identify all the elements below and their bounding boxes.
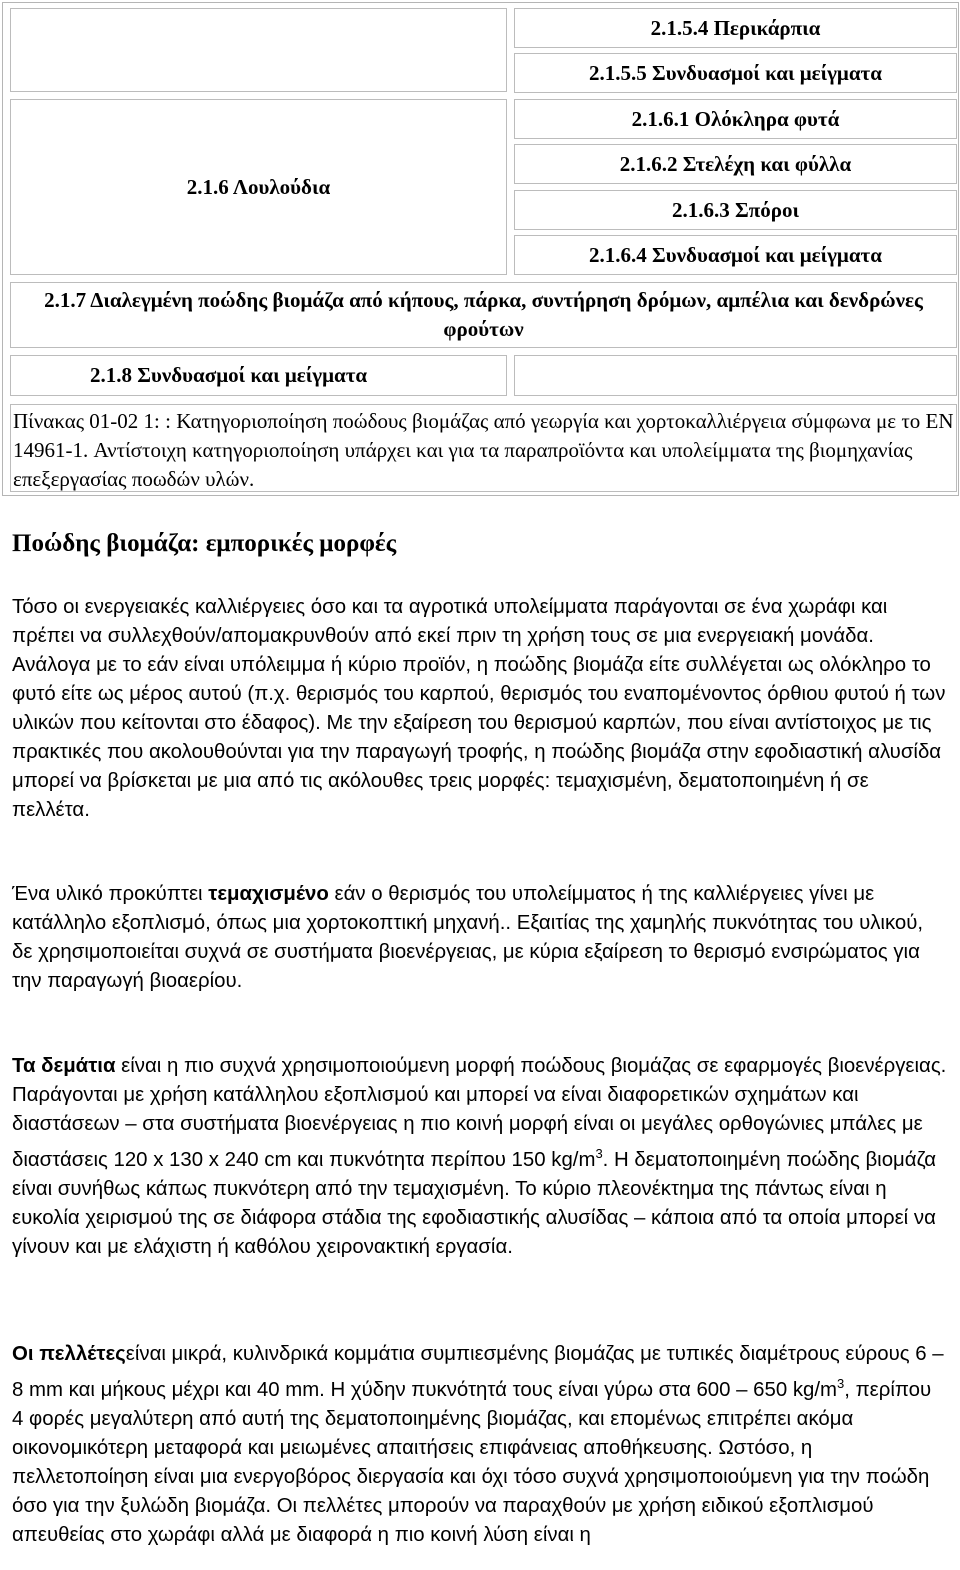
bold-term: τεμαχισμένο [208,883,329,905]
table-group-label [10,99,507,275]
cell-text: 2.1.6 Λουλούδια [186,174,331,199]
table-empty-cell [514,355,957,396]
paragraph-pellets [12,1340,947,1550]
section-heading: Ποώδης βιομάζα: εμπορικές μορφές [12,530,397,557]
text-run: , περίπου 4 φορές μεγαλύτερη από αυτή της δεματοποιημένης βιομάζας, και επομένως επιτρέπει ακόμα οικονομικότερη μεταφορά και μειωμένες απαιτήσεις επιφάνειας αποθήκευσης. Ωστόσο, η πελλετοποίηση είναι μια ενεργοβόρος διεργασία και όχι τόσο συχνά χρησιμοποιούμενη για την ποώδη όσο για την ξυλώδη βιομάζα. Οι πελλέτες μπορούν να παραχθούν με χρήση ειδικού εξοπλισμού απευθείας στο χωράφι αλλά με διαφορά η πιο κοινή λύση είναι η [12,1378,932,1546]
table-row-2154 [514,8,957,48]
cell-text: 2.1.5.5 Συνδυασμοί και μείγματα [589,60,882,85]
bold-term: Οι πελλέτες [12,1343,126,1365]
text-run: είναι η πιο συχνά χρησιμοποιούμενη μορφή ποώδους βιομάζας σε εφαρμογές βιοενέργειας. Παράγονται με χρήση κατάλληλου εξοπλισμού και μπορεί να είναι διαφορετικών σχημάτων και διαστάσεων – στα συστήματα βιοενέργειας η πιο κοινή μορφή είναι οι μεγάλες ορθογώνιες μπάλες με διαστάσεις 120 x 130 x 240 cm και πυκνότητα περίπου 150 kg/m [12,1055,947,1171]
table-row-2163 [514,190,957,230]
table-row-2164 [514,235,957,275]
paragraph-forms: Τόσο οι ενεργειακές καλλιέργειες όσο και τα αγροτικά υπολείμματα παράγονται σε ένα χωράφι και πρέπει να συλλεχθούν/απομακρυνθούν από εκεί πριν τη χρήση τους σε μια ενεργειακή μονάδα. Ανάλογα με το εάν είναι υπόλειμμα ή κύριο προϊόν, η ποώδης βιομάζα είτε συλλέγεται ως ολόκληρο το φυτό είτε ως μέρος αυτού (π.χ. θερισμός του καρπού, θερισμός του εναπομένοντος όρθιου φυτού ή των υλικών που κείτονται στο έδαφος). Με την εξαίρεση του θερισμού καρπών, που είναι αντίστοιχος με τις πρακτικές που ακολουθούνται για την παραγωγή τροφής, η ποώδης βιομάζα στην εφοδιαστική αλυσίδα μπορεί να βρίσκεται με μια από τις ακόλουθες τρεις μορφές: τεμαχισμένη, δεματοποιημένη ή σε πελλέτα. [12,596,946,821]
caption-text: Πίνακας 01-02 1: : Κατηγοριοποίηση ποώδους βιομάζας από γεωργία και χορτοκαλλιέργεια σύμφωνα με το EN 14961-1. Αντίστοιχη κατηγοριοποίηση υπάρχει και για τα παραπροϊόντα και υπολείμματα της βιομηχανίας επεξεργασίας ποωδών υλών. [13,409,954,491]
text-run: είναι μικρά, κυλινδρικά κομμάτια συμπιεσμένης βιομάζας με τυπικές διαμέτρους εύρους 6 – 8 mm και μήκους μέχρι και 40 mm. Η χύδην πυκνότητά τους είναι γύρω στα 600 – 650 kg/m [12,1343,944,1401]
cell-text: 2.1.6.1 Ολόκληρα φυτά [631,106,840,131]
table-row-217 [10,282,957,348]
table-row-2155 [514,53,957,93]
cell-text: 2.1.7 Διαλεγμένη ποώδης βιομάζα από κήπους, πάρκα, συντήρηση δρόμων, αμπέλια και δενδρώνες φρούτων [44,288,923,341]
text-run: εάν ο θερισμός του υπολείμματος ή της καλλιέργειες γίνει με κατάλληλο εξοπλισμό, όπως μια χορτοκοπτική μηχανή.. Εξαιτίας της χαμηλής πυκνότητας του υλικού, δε χρησιμοποιείται συχνά σε συστήματα βιοενέργειας, με κύρια εξαίρεση το θερισμό ενσιρώματος για την παραγωγή βιοαερίου. [12,883,924,992]
cell-text: 2.1.5.4 Περικάρπια [650,15,821,40]
cell-text: 2.1.6.3 Σπόροι [672,197,799,222]
bold-term: δεμάτια [41,1055,116,1077]
cell-text: 2.1.8 Συνδυασμοί και μείγματα [90,363,368,387]
table-row-2162 [514,144,957,184]
paragraph-chopped [12,880,947,996]
table-row-218 [10,355,507,396]
paragraph-bales [12,1052,947,1262]
table-caption [10,404,957,492]
superscript: 3 [837,1376,845,1391]
classification-table [2,2,959,496]
superscript: 3 [595,1146,603,1161]
cell-text: 2.1.6.4 Συνδυασμοί και μείγματα [589,242,882,267]
cell-text: 2.1.6.2 Στελέχη και φύλλα [619,151,852,176]
text-run: Ένα υλικό προκύπτει [12,883,209,905]
table-empty-cell [10,8,507,92]
text-run: . Η δεματοποιημένη ποώδης βιομάζα είναι συνήθως κάπως πυκνότερη από την τεμαχισμένη. Το κύριο πλεονέκτημα της πάντως είναι η ευκολία χειρισμού της σε διάφορα στάδια της εφοδιαστικής αλυσίδας – κάποια από τα οποία μπορεί να γίνουν και με ελάχιστη ή καθόλου χειρονακτική εργασία. [12,1148,936,1258]
bold-term: Τα [12,1055,36,1077]
table-row-2161 [514,99,957,139]
